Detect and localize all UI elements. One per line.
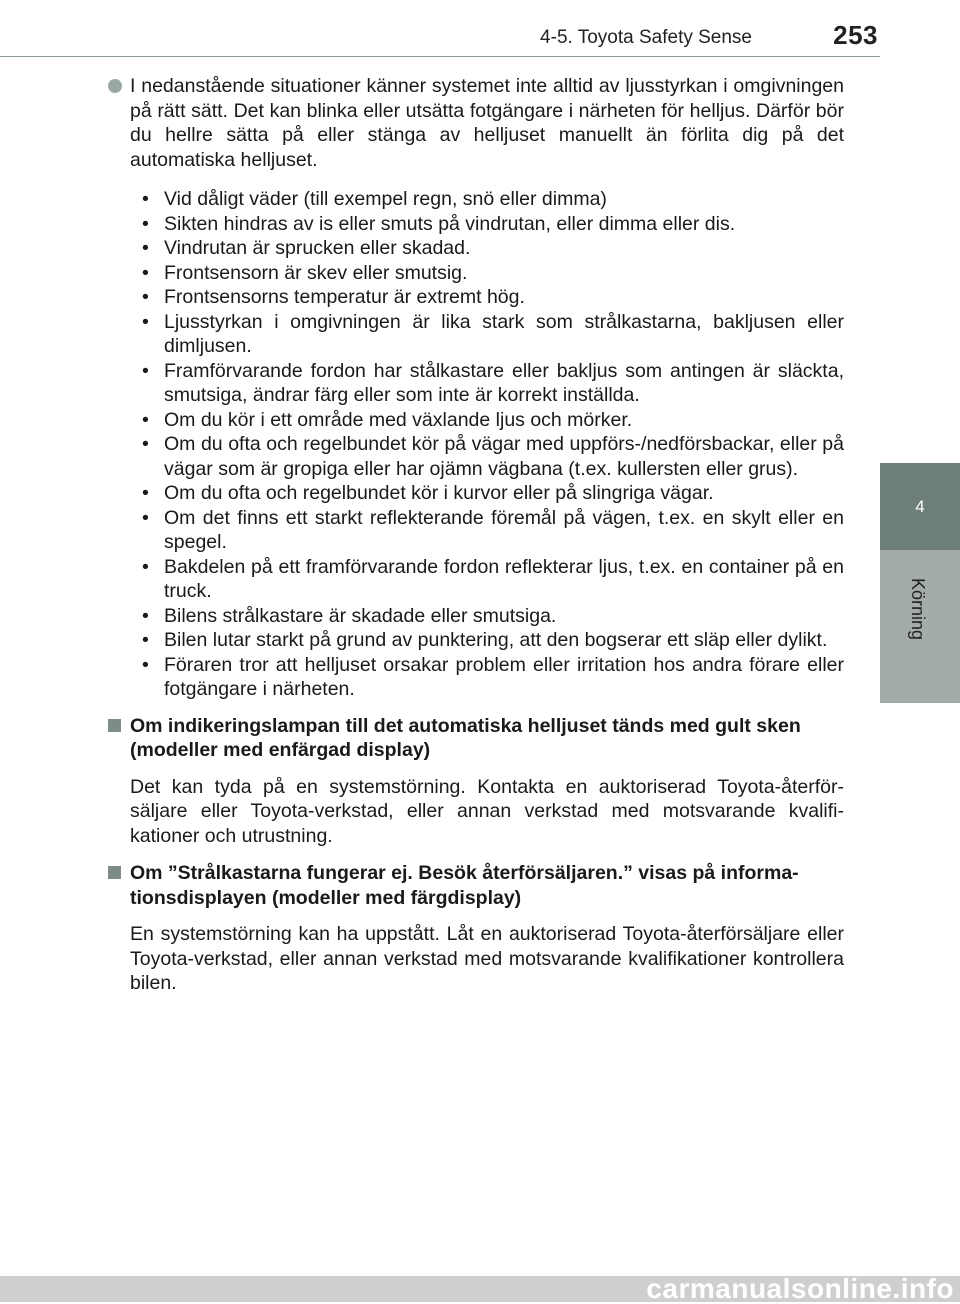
list-item: • Vid dåligt väder (till exempel regn, snö eller dimma) xyxy=(142,187,844,212)
watermark: carmanualsonline.info xyxy=(646,1273,954,1304)
list-item: • Frontsensorns temperatur är extremt hög. xyxy=(142,285,844,310)
list-item: • Om du kör i ett område med växlande ljus och mörker. xyxy=(142,408,844,433)
section-heading-display-message xyxy=(108,861,844,910)
footer-bar xyxy=(0,1273,960,1304)
square-bullet-icon xyxy=(108,866,121,879)
section-heading-text: Om indikeringslampan till det automatiska helljuset tänds med gult sken (modeller med enfärgad display) xyxy=(130,714,801,761)
page-number: 253 xyxy=(833,20,878,50)
list-item: • Föraren tror att helljuset orsakar problem eller irritation hos andra förare eller fotgängare i närheten. xyxy=(142,653,844,702)
page-content xyxy=(108,74,844,1009)
list-item: • Ljusstyrkan i omgivningen är lika stark som strålkastarna, bakljusen eller dimljusen. xyxy=(142,310,844,359)
section-heading-indicator-lamp xyxy=(108,714,844,763)
section-title: 4-5. Toyota Safety Sense xyxy=(540,27,752,48)
list-item: • Om du ofta och regelbundet kör på vägar med uppförs-/nedförsbackar, eller på vägar som är gropiga eller har ojämn vägbana (t.ex. kullersten eller grus). xyxy=(142,432,844,481)
list-item: • Framförvarande fordon har stålkastare eller bakljus som antingen är släckta, smutsiga, ändrar färg eller som inte är korrekt inställda. xyxy=(142,359,844,408)
list-item: • Bakdelen på ett framförvarande fordon reflekterar ljus, t.ex. en container på en truck. xyxy=(142,555,844,604)
circle-bullet-icon xyxy=(108,79,122,93)
intro-paragraph xyxy=(108,74,844,172)
page-header xyxy=(0,0,880,57)
list-item: • Om du ofta och regelbundet kör i kurvor eller på slingriga vägar. xyxy=(142,481,844,506)
list-item: • Vindrutan är sprucken eller skadad. xyxy=(142,236,844,261)
intro-text: I nedanstående situationer känner systemet inte alltid av ljusstyrkan i omgivningen på rätt sätt. Det kan blinka eller utsätta fotgängare i närheten för helljus. Därför bör du hellre sätta på eller stänga av helljuset manuellt än förlita dig på det automatiska helljuset. xyxy=(130,75,844,171)
situation-list xyxy=(108,187,844,702)
section-body-display-message: En systemstörning kan ha uppstått. Låt en auktoriserad Toyota-återförsäljare eller Toyota-verkstad, eller annan verkstad med motsvarande kvalifikationer kontrollera bilen. xyxy=(130,923,844,994)
section-heading-text: Om ”Strålkastarna fungerar ej. Besök återförsäljaren.” visas på informa-tionsdisplayen (modeller med färgdisplay) xyxy=(130,862,799,909)
list-item: • Frontsensorn är skev eller smutsig. xyxy=(142,261,844,286)
section-body-indicator-lamp: Det kan tyda på en systemstörning. Kontakta en auktoriserad Toyota-återför-säljare eller Toyota-verkstad, eller annan verkstad med motsvarande kvalifi-kationer och utrustning. xyxy=(130,775,844,847)
chapter-label: Körning xyxy=(908,578,928,641)
list-item: • Bilen lutar starkt på grund av punktering, att den bogserar ett släp eller dylikt. xyxy=(142,628,844,653)
list-item: • Bilens strålkastare är skadade eller smutsiga. xyxy=(142,604,844,629)
list-item: • Sikten hindras av is eller smuts på vindrutan, eller dimma eller dis. xyxy=(142,212,844,237)
list-item: • Om det finns ett starkt reflekterande föremål på vägen, t.ex. en skylt eller en spegel. xyxy=(142,506,844,555)
square-bullet-icon xyxy=(108,719,121,732)
chapter-number: 4 xyxy=(880,463,960,550)
